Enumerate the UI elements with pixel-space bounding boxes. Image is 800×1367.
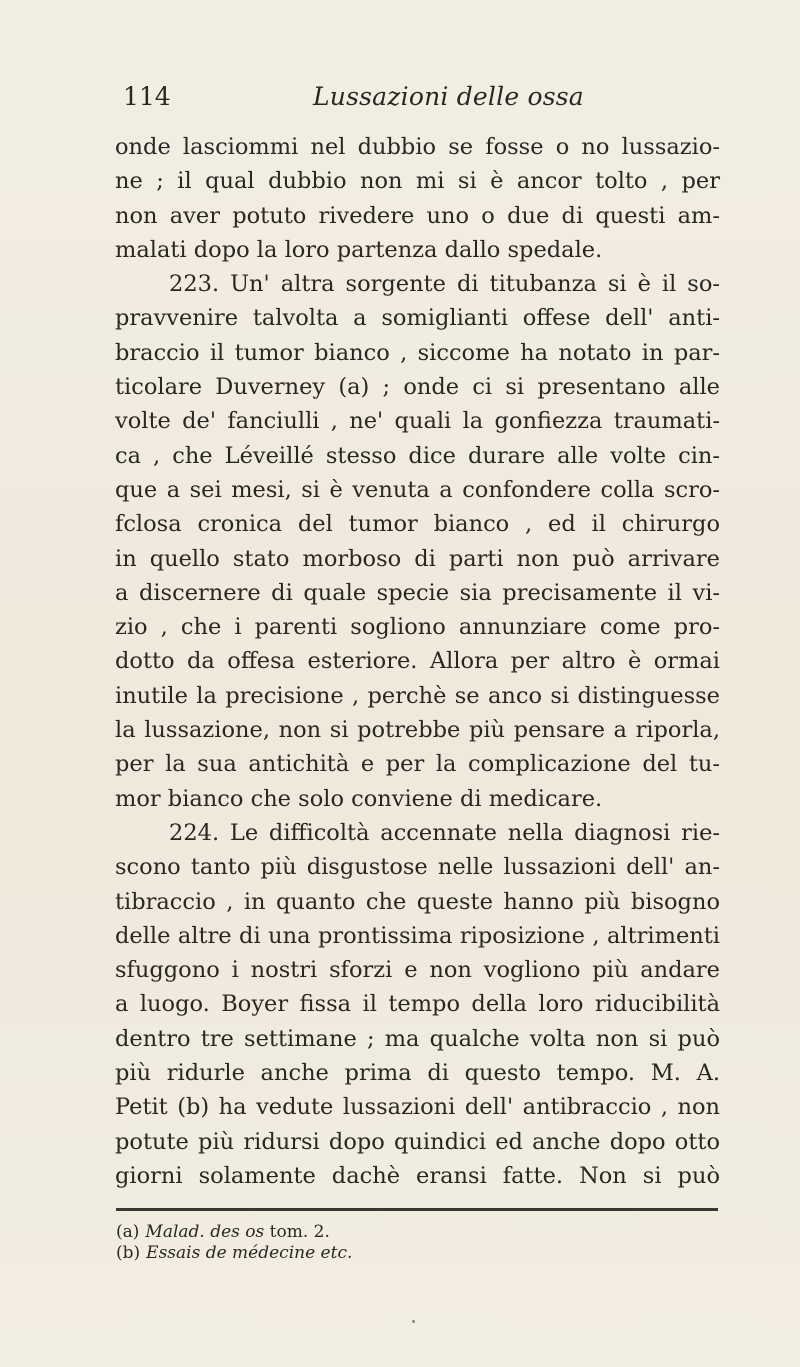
text-line: braccio il tumor bianco , siccome ha notato in par- [115, 339, 720, 366]
text-line: giorni solamente dachè eransi fatte. Non si può [115, 1162, 720, 1189]
text-line: potute più ridursi dopo quindici ed anche dopo otto [115, 1128, 720, 1155]
text-line: malati dopo la loro partenza dallo spedale. [115, 236, 603, 263]
text-line: dentro tre settimane ; ma qualche volta non si può [115, 1025, 720, 1052]
footnote-text: tom. 2. [264, 1222, 330, 1242]
text-line: fclosa cronica del tumor bianco , ed il chirurgo [115, 511, 720, 538]
footnote-b [116, 1243, 718, 1264]
text-line: inutile la precisione , perchè se anco si distinguesse [115, 682, 720, 709]
footnote-rule [116, 1208, 718, 1211]
text-line: Petit (b) ha vedute lussazioni dell' antibraccio , non [115, 1094, 720, 1121]
text-line: ne ; il qual dubbio non mi si è ancor tolto , per [115, 168, 720, 195]
text-line: scono tanto più disgustose nelle lussazioni dell' an- [115, 854, 720, 881]
page-number: 114 [123, 82, 171, 111]
running-title: Lussazioni delle ossa [313, 82, 584, 111]
text-line: volte de' fanciulli , ne' quali la gonfiezza traumati- [115, 408, 720, 435]
body-text [115, 130, 720, 1193]
text-line: zio , che i parenti sogliono annunziare come pro- [115, 614, 720, 641]
text-line: delle altre di una prontissima riposizione , altrimenti [115, 922, 720, 949]
footnote-a [116, 1222, 718, 1243]
text-line: a discernere di quale specie sia precisamente il vi- [115, 579, 720, 606]
text-line: pravvenire talvolta a somiglianti offese dell' anti- [115, 305, 720, 332]
text-line: in quello stato morboso di parti non può arrivare [115, 545, 720, 572]
footnotes [116, 1222, 718, 1264]
paragraph-223-start: 223. Un' altra sorgente di titubanza si è il so- [169, 271, 720, 298]
footnote-mark: (b) [116, 1243, 141, 1263]
text-line: non aver potuto rivedere uno o due di questi am- [115, 202, 720, 229]
text-line: per la sua antichità e per la complicazione del tu- [115, 751, 720, 778]
text-line: tibraccio , in quanto che queste hanno più bisogno [115, 888, 720, 915]
text-line: onde lasciommi nel dubbio se fosse o no lussazio- [115, 134, 720, 160]
text-line: sfuggono i nostri sforzi e non vogliono più andare [115, 957, 720, 984]
footnote-title: Essais de médecine etc. [146, 1243, 353, 1263]
footnote-title: Malad. des os [145, 1222, 265, 1242]
paper-speck [412, 1320, 415, 1323]
text-line: la lussazione, non si potrebbe più pensare a riporla, [115, 717, 720, 744]
text-line: ca , che Léveillé stesso dice durare alle volte cin- [115, 442, 720, 469]
text-line: a luogo. Boyer fissa il tempo della loro riducibilità [115, 991, 720, 1018]
page-header [123, 82, 718, 116]
text-line: que a sei mesi, si è venuta a confondere colla scro- [115, 476, 720, 503]
text-line: ticolare Duverney (a) ; onde ci si presentano alle [115, 374, 720, 401]
text-line: più ridurle anche prima di questo tempo. M. A. [115, 1060, 720, 1087]
footnote-mark: (a) [116, 1222, 140, 1242]
text-line: dotto da offesa esteriore. Allora per altro è ormai [115, 648, 720, 675]
text-line: mor bianco che solo conviene di medicare. [115, 785, 603, 812]
paragraph-224-start: 224. Le difficoltà accennate nella diagnosi rie- [169, 819, 720, 846]
